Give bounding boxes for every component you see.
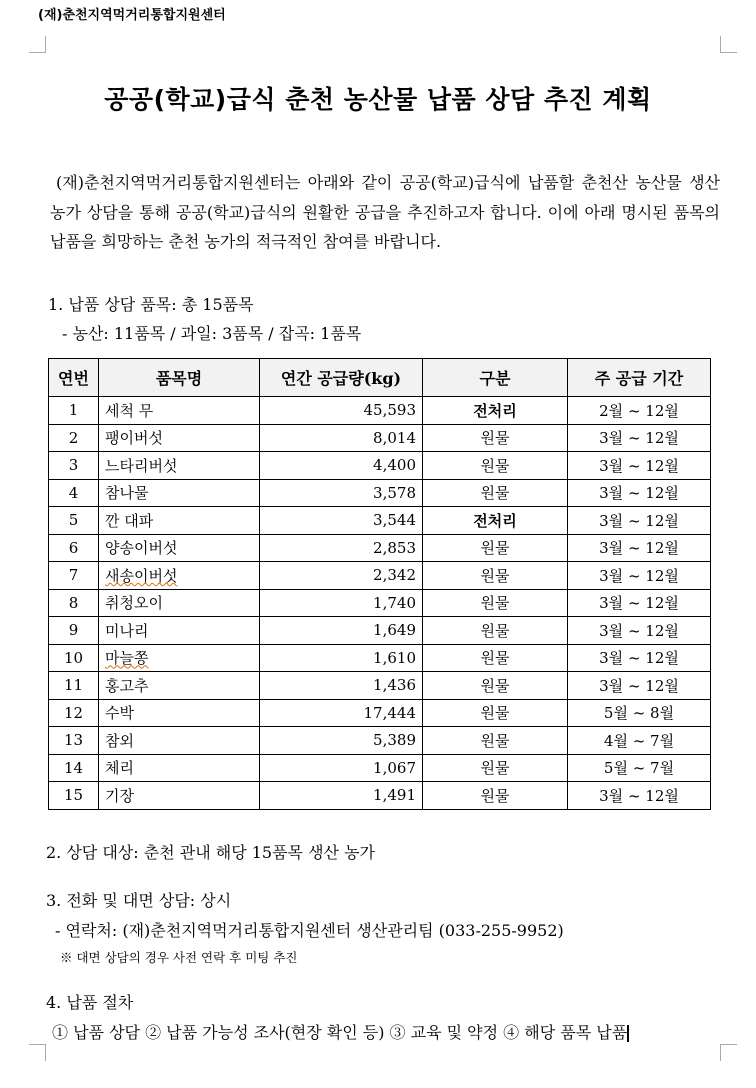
section-2-title: 2. 상담 대상: 춘천 관내 해당 15품목 생산 농가 [46, 843, 375, 862]
category: 원물 [423, 699, 568, 727]
table-row [49, 782, 711, 810]
row-number: 14 [49, 754, 99, 782]
item-name-text: 마늘쫑 [105, 649, 149, 668]
items-table [48, 358, 711, 810]
supply-period: 4월 ~ 7월 [568, 727, 711, 755]
table-row [49, 727, 711, 755]
supply-period: 3월 ~ 12월 [568, 644, 711, 672]
supply-period: 3월 ~ 12월 [568, 672, 711, 700]
item-name: 세척 무 [99, 397, 260, 425]
item-name [99, 644, 260, 672]
supply-period: 3월 ~ 12월 [568, 507, 711, 535]
annual-supply: 2,342 [260, 562, 423, 590]
corner-mark [29, 36, 46, 53]
procedure-steps: ① 납품 상담 ② 납품 가능성 조사(현장 확인 등) ③ 교육 및 약정 ④ 해당 품목 납품 [52, 1023, 628, 1042]
supply-period: 5월 ~ 7월 [568, 754, 711, 782]
category: 전처리 [423, 397, 568, 425]
table-header-row [49, 359, 711, 397]
item-name-text: 새송이버섯 [105, 566, 178, 585]
category: 원물 [423, 617, 568, 645]
supply-period: 2월 ~ 12월 [568, 397, 711, 425]
category: 원물 [423, 672, 568, 700]
annual-supply: 2,853 [260, 534, 423, 562]
corner-mark [29, 1044, 46, 1061]
supply-period: 3월 ~ 12월 [568, 562, 711, 590]
annual-supply: 1,740 [260, 589, 423, 617]
section-1-sub: - 농산: 11품목 / 과일: 3품목 / 잡곡: 1품목 [62, 324, 362, 343]
corner-mark [720, 1044, 737, 1061]
section-3-title: 3. 전화 및 대면 상담: 상시 [46, 891, 232, 910]
annual-supply: 3,544 [260, 507, 423, 535]
table-row [49, 562, 711, 590]
table-row [49, 699, 711, 727]
annual-supply: 45,593 [260, 397, 423, 425]
row-number: 7 [49, 562, 99, 590]
table-row [49, 589, 711, 617]
supply-period: 3월 ~ 12월 [568, 782, 711, 810]
category: 원물 [423, 562, 568, 590]
category: 원물 [423, 534, 568, 562]
item-name: 깐 대파 [99, 507, 260, 535]
note-line: ※ 대면 상담의 경우 사전 연락 후 미팅 추진 [60, 950, 298, 965]
row-number: 1 [49, 397, 99, 425]
table-row [49, 507, 711, 535]
row-number: 3 [49, 452, 99, 480]
item-name: 미나리 [99, 617, 260, 645]
table-row [49, 617, 711, 645]
item-name: 홍고추 [99, 672, 260, 700]
supply-period: 3월 ~ 12월 [568, 617, 711, 645]
item-name: 취청오이 [99, 589, 260, 617]
item-name: 수박 [99, 699, 260, 727]
annual-supply: 1,067 [260, 754, 423, 782]
item-name: 기장 [99, 782, 260, 810]
annual-supply: 4,400 [260, 452, 423, 480]
row-number: 6 [49, 534, 99, 562]
item-name [99, 562, 260, 590]
table-row [49, 534, 711, 562]
row-number: 2 [49, 424, 99, 452]
item-name: 팽이버섯 [99, 424, 260, 452]
text-cursor [627, 1025, 629, 1042]
column-header: 연번 [49, 359, 99, 397]
intro-paragraph[interactable]: (재)춘천지역먹거리통합지원센터는 아래와 같이 공공(학교)급식에 납품할 춘천산 농산물 생산 농가 상담을 통해 공공(학교)급식의 원활한 공급을 추진하고자 합니다. 이에 아래 명시된 품목의 납품을 희망하는 춘천 농가의 적극적인 참여를 바랍니다. [50, 173, 720, 251]
supply-period: 3월 ~ 12월 [568, 479, 711, 507]
category: 원물 [423, 727, 568, 755]
annual-supply: 1,649 [260, 617, 423, 645]
row-number: 15 [49, 782, 99, 810]
row-number: 13 [49, 727, 99, 755]
column-header: 구분 [423, 359, 568, 397]
table-row [49, 754, 711, 782]
annual-supply: 5,389 [260, 727, 423, 755]
item-name: 양송이버섯 [99, 534, 260, 562]
table-row [49, 479, 711, 507]
procedure-line[interactable] [52, 1020, 629, 1043]
item-name: 참외 [99, 727, 260, 755]
item-name: 체리 [99, 754, 260, 782]
item-name: 참나물 [99, 479, 260, 507]
section-1-title: 1. 납품 상담 품목: 총 15품목 [48, 295, 254, 314]
supply-period: 3월 ~ 12월 [568, 589, 711, 617]
category: 원물 [423, 754, 568, 782]
supply-period: 3월 ~ 12월 [568, 534, 711, 562]
row-number: 8 [49, 589, 99, 617]
item-name: 느타리버섯 [99, 452, 260, 480]
annual-supply: 17,444 [260, 699, 423, 727]
supply-period: 3월 ~ 12월 [568, 452, 711, 480]
row-number: 5 [49, 507, 99, 535]
row-number: 12 [49, 699, 99, 727]
table-row [49, 672, 711, 700]
category: 원물 [423, 479, 568, 507]
annual-supply: 1,436 [260, 672, 423, 700]
category: 원물 [423, 644, 568, 672]
annual-supply: 1,610 [260, 644, 423, 672]
row-number: 4 [49, 479, 99, 507]
category: 원물 [423, 424, 568, 452]
category: 전처리 [423, 507, 568, 535]
column-header: 품목명 [99, 359, 260, 397]
page-header: (재)춘천지역먹거리통합지원센터 [38, 8, 226, 23]
contact-line: - 연락처: (재)춘천지역먹거리통합지원센터 생산관리팀 (033-255-9952) [55, 921, 564, 940]
table-row [49, 397, 711, 425]
document-title: 공공(학교)급식 춘천 농산물 납품 상담 추진 계획 [104, 85, 652, 114]
column-header: 주 공급 기간 [568, 359, 711, 397]
annual-supply: 1,491 [260, 782, 423, 810]
category: 원물 [423, 452, 568, 480]
row-number: 10 [49, 644, 99, 672]
category: 원물 [423, 589, 568, 617]
table-row [49, 424, 711, 452]
annual-supply: 8,014 [260, 424, 423, 452]
row-number: 9 [49, 617, 99, 645]
corner-mark [720, 36, 737, 53]
table-row [49, 452, 711, 480]
annual-supply: 3,578 [260, 479, 423, 507]
row-number: 11 [49, 672, 99, 700]
table-row [49, 644, 711, 672]
supply-period: 5월 ~ 8월 [568, 699, 711, 727]
supply-period: 3월 ~ 12월 [568, 424, 711, 452]
column-header: 연간 공급량(kg) [260, 359, 423, 397]
section-4-title: 4. 납품 절차 [46, 993, 134, 1012]
category: 원물 [423, 782, 568, 810]
